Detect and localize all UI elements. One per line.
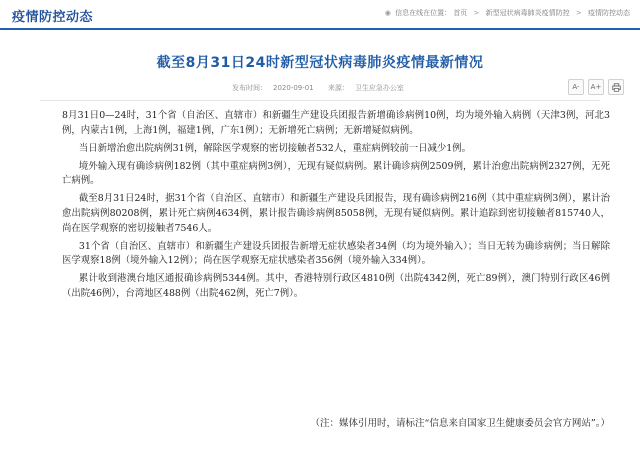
article-paragraph: 截至8月31日24时，据31个省（自治区、直辖市）和新疆生产建设兵团报告，现有确诊病例216例（其中重症病例3例），累计治愈出院病例80208例，累计死亡病例4634例，累计报告确诊病例85058例，无现有疑似病例。累计追踪到密切接触者815740人，尚在医学观察的密切接触者7546人。 xyxy=(62,193,610,234)
article-meta xyxy=(232,83,416,93)
font-larger-button[interactable]: A+ xyxy=(588,79,604,95)
breadcrumb-separator: > xyxy=(575,9,582,17)
article-tools xyxy=(568,79,624,95)
section-title: 疫情防控动态 xyxy=(12,10,94,25)
breadcrumb-separator: > xyxy=(473,9,480,17)
font-smaller-button[interactable]: A- xyxy=(568,79,584,95)
breadcrumb-home[interactable]: 首页 xyxy=(453,9,468,17)
print-icon xyxy=(612,83,621,92)
article-paragraph: 境外输入现有确诊病例182例（其中重症病例3例），无现有疑似病例。累计确诊病例2509例，累计治愈出院病例2327例，无死亡病例。 xyxy=(62,160,610,187)
breadcrumb-current[interactable]: 疫情防控动态 xyxy=(588,9,630,17)
print-button[interactable] xyxy=(608,79,624,95)
article-paragraph: 累计收到港澳台地区通报确诊病例5344例。其中，香港特别行政区4810例（出院4342例，死亡89例），澳门特别行政区46例（出院46例），台湾地区488例（出院462例，死亡7例）。 xyxy=(62,273,610,300)
source-label: 来源： 卫生应急办公室 xyxy=(327,84,404,92)
article-paragraph: 当日新增治愈出院病例31例，解除医学观察的密切接触者532人，重症病例较前一日减少1例。 xyxy=(78,142,471,154)
article-paragraph: 31个省（自治区、直辖市）和新疆生产建设兵团报告新增无症状感染者34例（均为境外输入）；当日无转为确诊病例；当日解除医学观察18例（境外输入12例）；尚在医学观察无症状感染者356例（境外输入334例）。 xyxy=(62,240,610,267)
breadcrumb-epidemic-control[interactable]: 新型冠状病毒肺炎疫情防控 xyxy=(485,9,570,17)
breadcrumb-prefix: 信息在线在位置： xyxy=(395,9,452,17)
article-paragraph: 8月31日0—24时，31个省（自治区、直辖市）和新疆生产建设兵团报告新增确诊病例10例，均为境外输入病例（天津3例，河北3例，内蒙古1例，上海1例，福建1例，广东1例）；无新增死亡病例；无新增疑似病例。 xyxy=(62,110,610,136)
article-body xyxy=(62,109,610,305)
map-pin-icon: ◉ xyxy=(384,9,391,17)
article-title: 截至8月31日24时新型冠状病毒肺炎疫情最新情况 xyxy=(156,55,484,71)
media-citation-note: （注：媒体引用时，请标注“信息来自国家卫生健康委员会官方网站”。） xyxy=(310,418,610,429)
breadcrumb xyxy=(385,8,630,18)
title-divider xyxy=(40,100,600,101)
publish-date-label: 发布时间： 2020-09-01 xyxy=(232,84,314,92)
top-bar xyxy=(0,0,640,30)
